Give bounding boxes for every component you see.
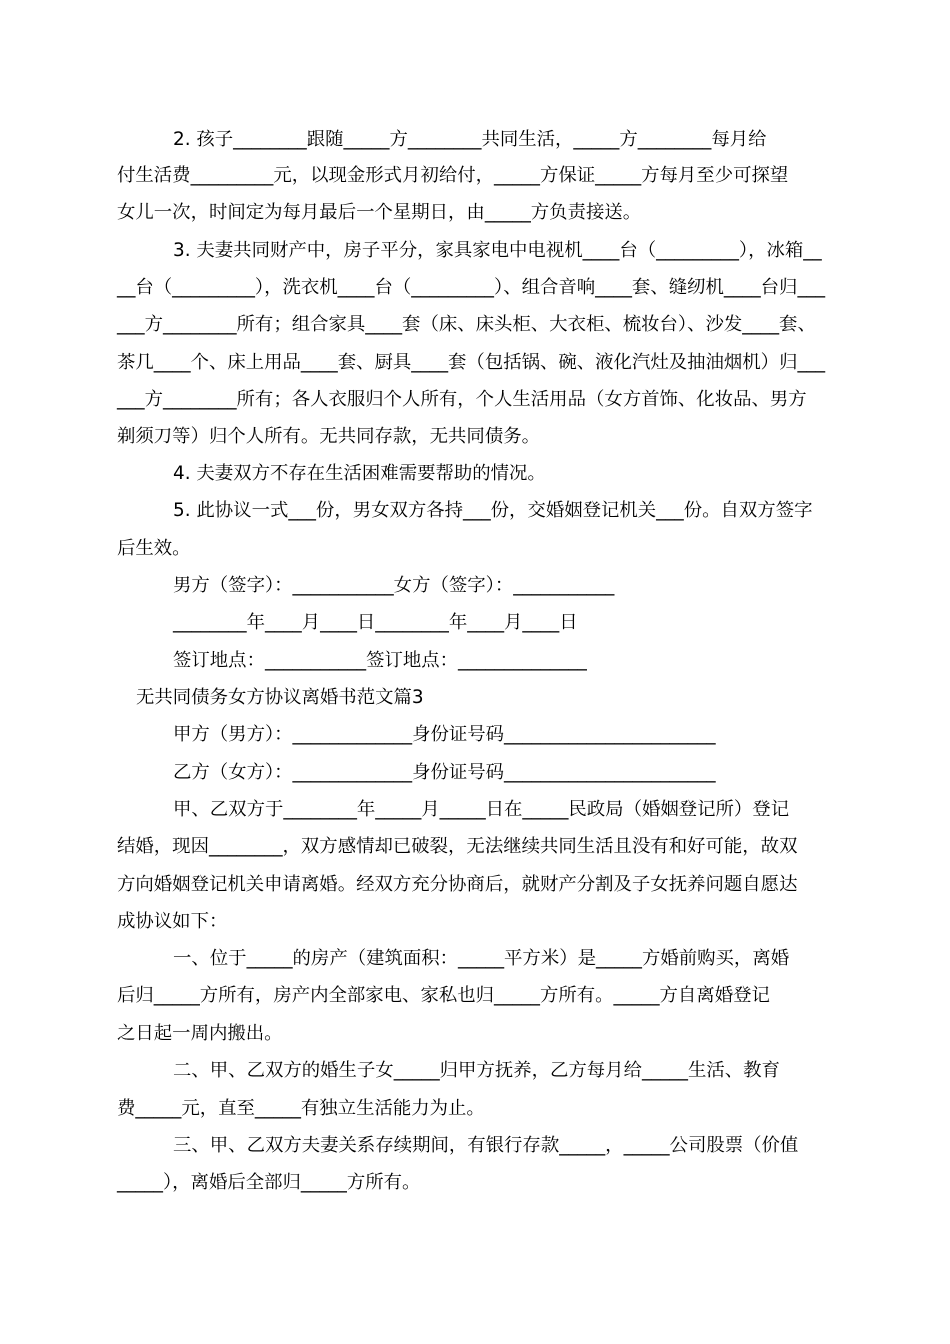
paragraph-line: 2. 孩子________跟随_____方________共同生活，_____方________每月给 [173, 129, 767, 150]
location-line: 签订地点：___________签订地点：______________ [173, 650, 587, 671]
paragraph-line: 3. 夫妻共同财产中，房子平分，家具家电中电视机____台（_________），冰箱__ [173, 240, 822, 261]
paragraph-line: 后归_____方所有，房产内全部家电、家私也归_____方所有。_____方自离婚登记 [117, 985, 770, 1006]
paragraph-line: 之日起一周内搬出。 [117, 1023, 283, 1044]
paragraph-line: ___方________所有；各人衣服归个人所有，个人生活用品（女方首饰、化妆品、男方 [117, 389, 807, 410]
paragraph-line: 三、甲、乙双方夫妻关系存续期间，有银行存款_____，_____公司股票（价值 [173, 1135, 799, 1156]
paragraph-line: 5. 此协议一式___份，男女双方各持___份，交婚姻登记机关___份。自双方签字 [173, 500, 813, 521]
paragraph-line: 方向婚姻登记机关申请离婚。经双方充分协商后，就财产分割及子女抚养问题自愿达 [117, 874, 798, 895]
paragraph-line: 4. 夫妻双方不存在生活困难需要帮助的情况。 [173, 463, 546, 484]
paragraph-line: 后生效。 [117, 538, 191, 559]
signature-line: 男方（签字）：___________女方（签字）：___________ [173, 575, 615, 596]
section-heading: 无共同债务女方协议离婚书范文篇3 [136, 687, 424, 708]
party-b-line: 乙方（女方）：_____________身份证号码_______________________ [173, 762, 716, 783]
paragraph-line: 剃须刀等）归个人所有。无共同存款，无共同债务。 [117, 426, 540, 447]
paragraph-line: 一、位于_____的房产（建筑面积：_____平方米）是_____方婚前购买，离婚 [173, 948, 790, 969]
paragraph-line: 甲、乙双方于________年_____月_____日在_____民政局（婚姻登记所）登记 [173, 799, 790, 820]
paragraph-line: ___方________所有；组合家具____套（床、床头柜、大衣柜、梳妆台）、沙发____套、 [117, 314, 816, 335]
paragraph-line: 茶几____个、床上用品____套、厨具____套（包括锅、碗、液化汽灶及抽油烟机）归___ [117, 352, 826, 373]
paragraph-line: 付生活费_________元，以现金形式月初给付，_____方保证_____方每月至少可探望 [117, 165, 789, 186]
paragraph-line: 结婚，现因________，双方感情却已破裂，无法继续共同生活且没有和好可能，故双 [117, 836, 798, 857]
paragraph-line: _____），离婚后全部归_____方所有。 [117, 1172, 421, 1193]
party-a-line: 甲方（男方）：_____________身份证号码_______________________ [173, 724, 716, 745]
paragraph-line: 二、甲、乙双方的婚生子女_____归甲方抚养，乙方每月给_____生活、教育 [173, 1060, 780, 1081]
date-line: ________年____月____日________年____月____日 [173, 612, 578, 633]
paragraph-line: 费_____元，直至_____有独立生活能力为止。 [117, 1098, 485, 1119]
paragraph-line: 女儿一次，时间定为每月最后一个星期日，由_____方负责接送。 [117, 202, 642, 223]
paragraph-line: 成协议如下： [117, 911, 228, 932]
paragraph-line: __台（_________），洗衣机____台（_________）、组合音响____套、缝纫机____台归___ [117, 277, 826, 298]
